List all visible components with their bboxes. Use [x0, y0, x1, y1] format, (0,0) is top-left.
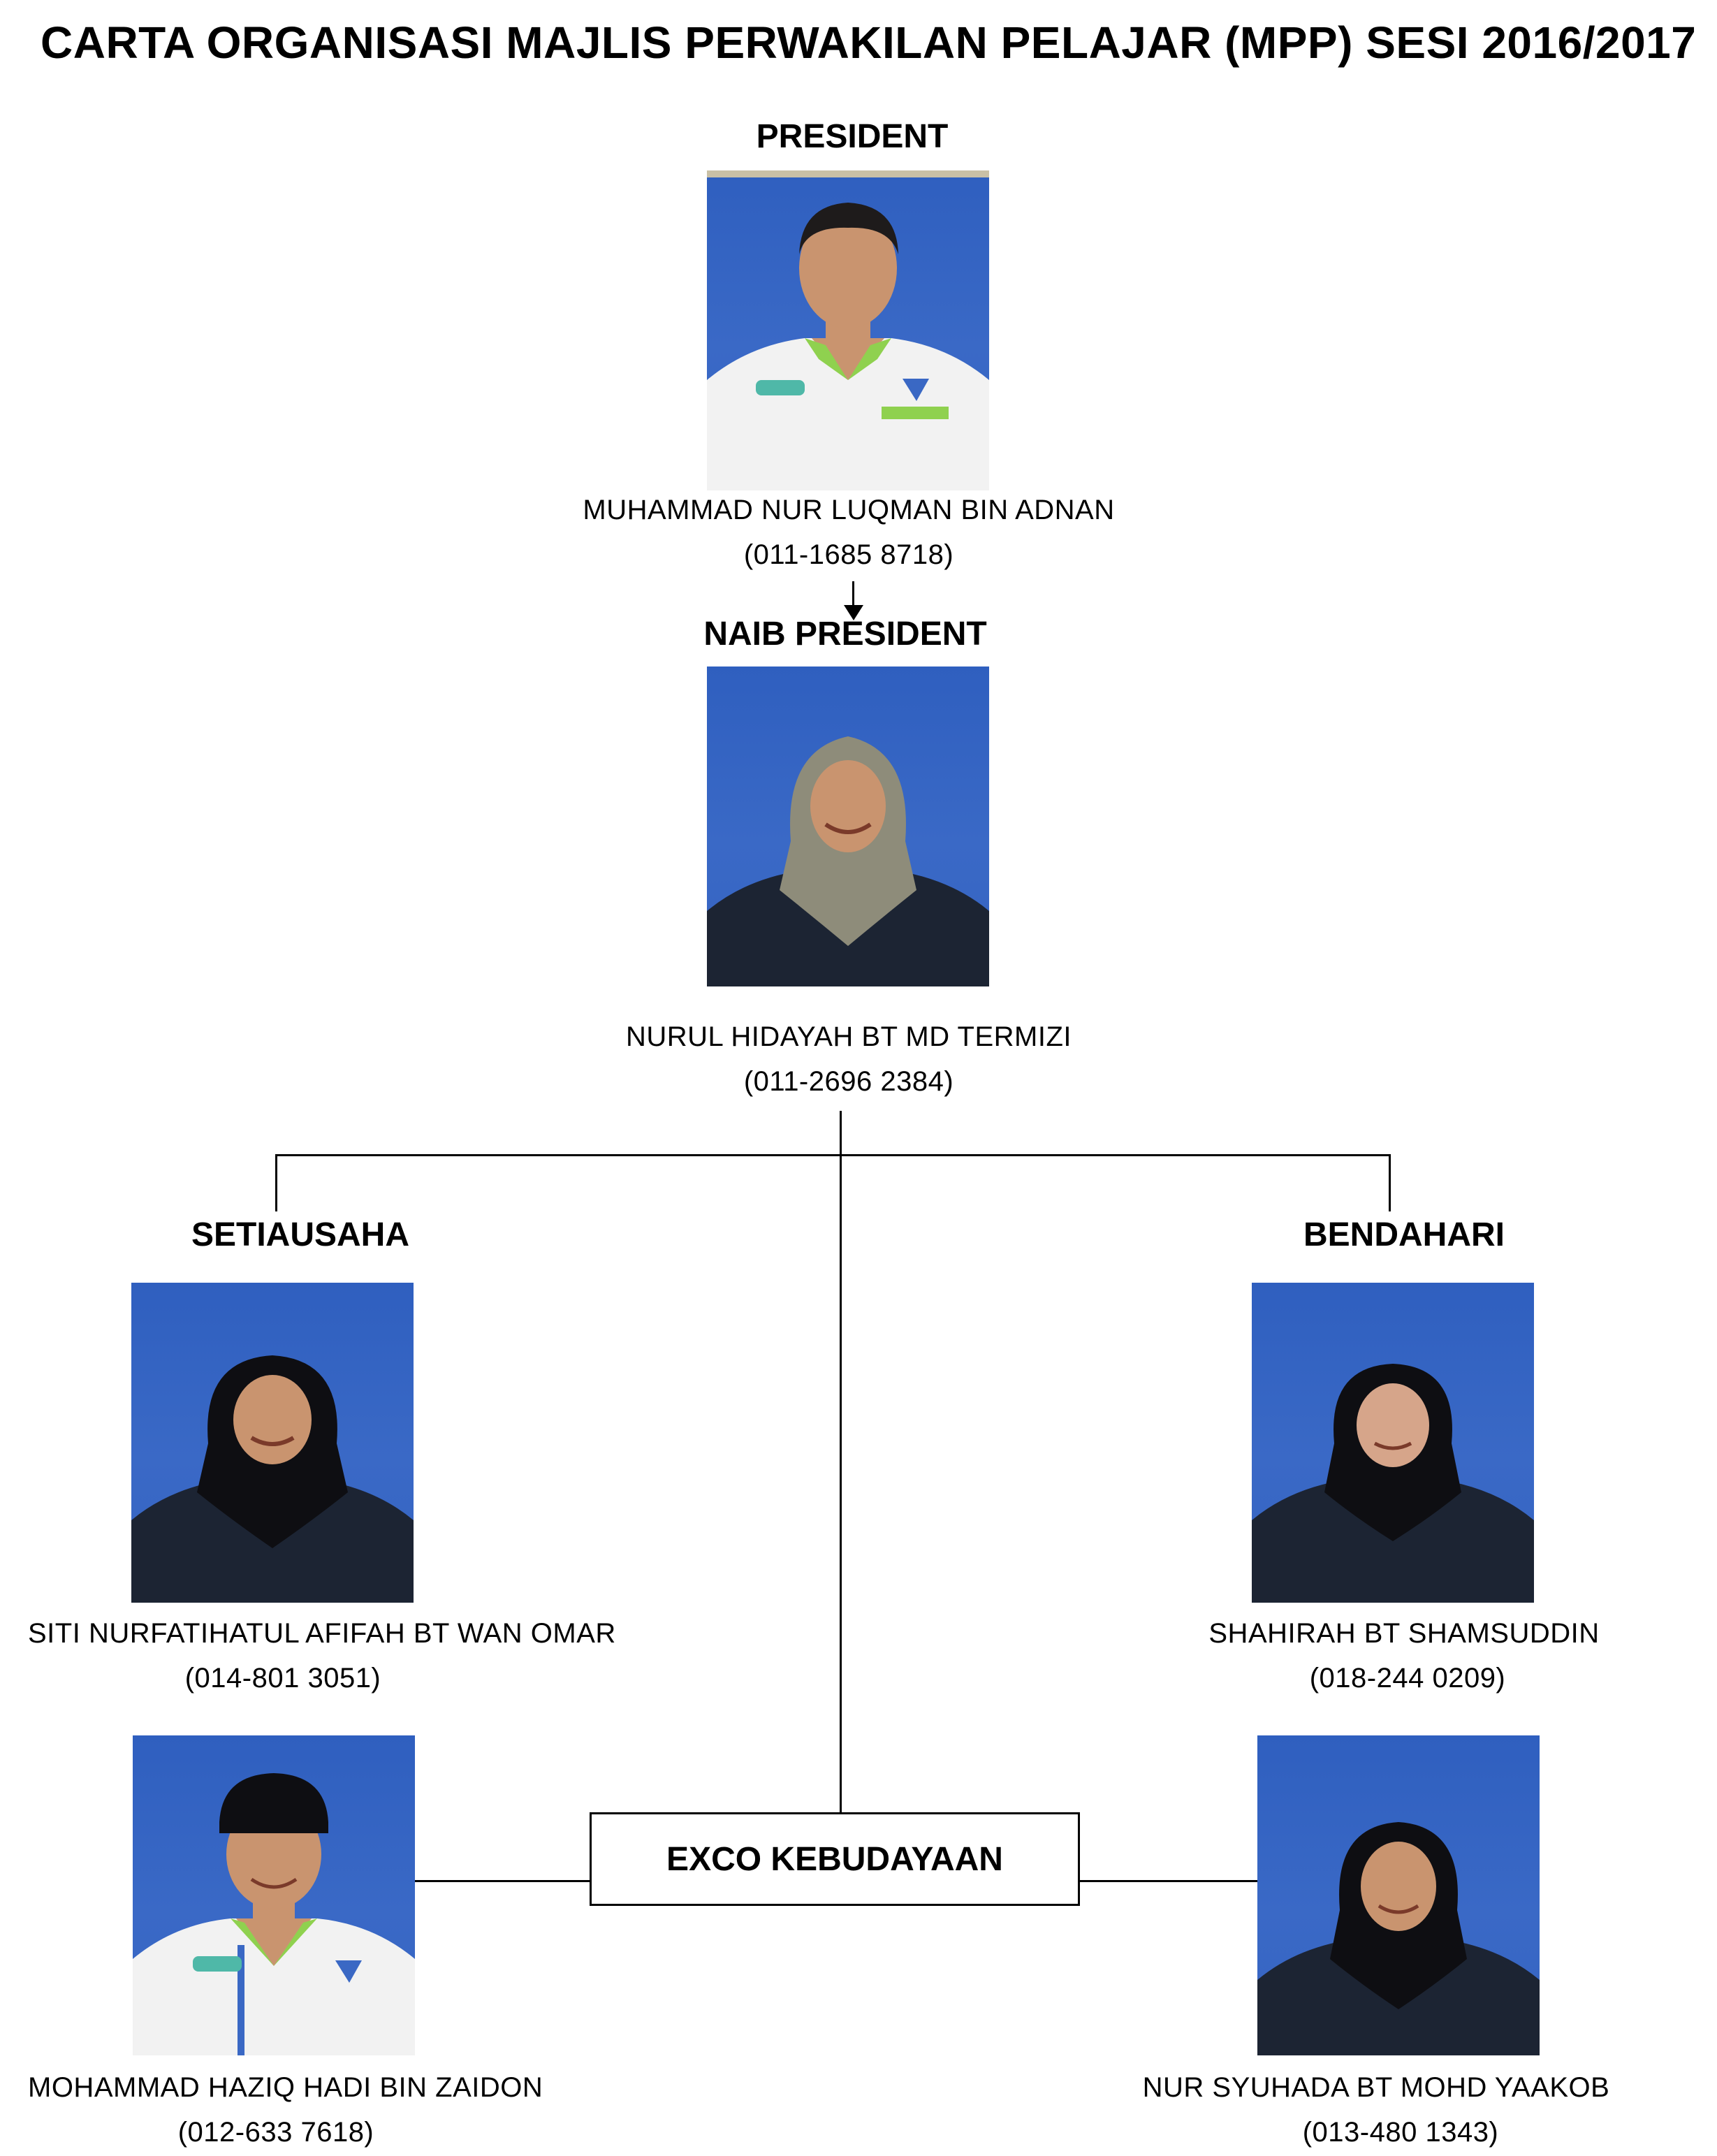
president-photo	[707, 170, 989, 490]
exco-left-photo	[133, 1735, 415, 2055]
connector-horizontal-top	[275, 1154, 1391, 1156]
president-role-label: PRESIDENT	[756, 118, 949, 155]
president-name: MUHAMMAD NUR LUQMAN BIN ADNAN	[583, 495, 1115, 525]
chart-title: CARTA ORGANISASI MAJLIS PERWAKILAN PELAJAR (MPP) SESI 2016/2017	[41, 17, 1697, 68]
vice-president-phone: (011-2696 2384)	[743, 1066, 954, 1097]
connector-exco-right	[1080, 1880, 1257, 1882]
treasurer-name: SHAHIRAH BT SHAMSUDDIN	[1208, 1618, 1600, 1649]
treasurer-role-label: BENDAHARI	[1303, 1216, 1505, 1253]
vice-president-name: NURUL HIDAYAH BT MD TERMIZI	[626, 1021, 1072, 1052]
treasurer-photo	[1252, 1283, 1534, 1603]
secretary-phone: (014-801 3051)	[184, 1663, 381, 1694]
secretary-role-label: SETIAUSAHA	[191, 1216, 410, 1253]
treasurer-phone: (018-244 0209)	[1309, 1663, 1506, 1694]
exco-right-phone: (013-480 1343)	[1302, 2117, 1499, 2148]
exco-right-name: NUR SYUHADA BT MOHD YAAKOB	[1142, 2072, 1610, 2103]
vice-president-photo	[707, 667, 989, 986]
connector-vertical-main	[840, 1111, 842, 1814]
connector-exco-left	[415, 1880, 591, 1882]
secretary-photo	[131, 1283, 414, 1603]
vice-president-role-label: NAIB PRESIDENT	[703, 616, 987, 653]
president-phone: (011-1685 8718)	[743, 539, 954, 570]
exco-left-phone: (012-633 7618)	[177, 2117, 374, 2148]
exco-right-photo	[1257, 1735, 1540, 2055]
connector-to-secretary	[275, 1154, 277, 1211]
exco-box: EXCO KEBUDAYAAN	[590, 1812, 1080, 1906]
exco-left-name: MOHAMMAD HAZIQ HADI BIN ZAIDON	[28, 2072, 543, 2103]
secretary-name: SITI NURFATIHATUL AFIFAH BT WAN OMAR	[28, 1618, 616, 1649]
connector-to-treasurer	[1389, 1154, 1391, 1211]
